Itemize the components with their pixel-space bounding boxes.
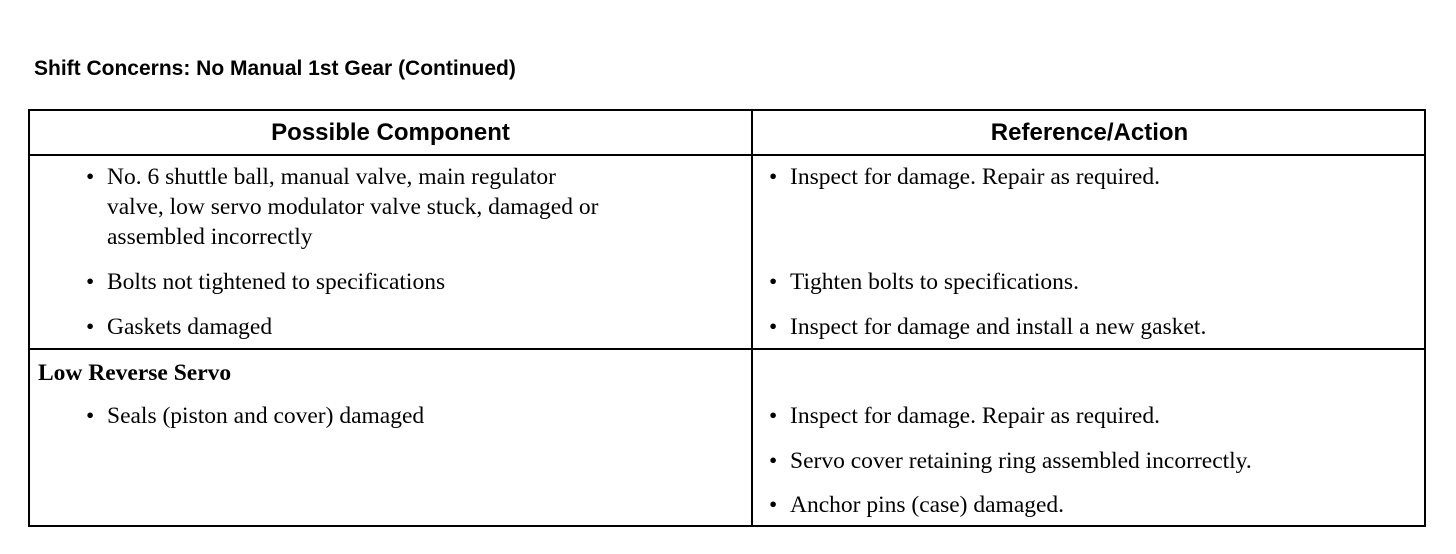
bullet: • xyxy=(769,164,778,190)
component-item xyxy=(86,312,272,342)
component-item-line: Bolts not tightened to specifications xyxy=(107,269,446,295)
header-possible-component: Possible Component xyxy=(271,119,510,146)
bullet: • xyxy=(769,403,778,429)
action-item xyxy=(769,446,1252,476)
component-item-line: Seals (piston and cover) damaged xyxy=(107,403,425,429)
shift-concerns-table xyxy=(28,109,1426,527)
component-item-line: valve, low servo modulator valve stuck, damaged or xyxy=(107,194,599,220)
action-item xyxy=(769,312,1206,342)
component-item-line: assembled incorrectly xyxy=(107,224,313,250)
action-item-text: Inspect for damage. Repair as required. xyxy=(790,403,1160,429)
action-item-text: Tighten bolts to specifications. xyxy=(790,269,1079,295)
action-item-text: Inspect for damage. Repair as required. xyxy=(790,164,1160,190)
component-item-line: Gaskets damaged xyxy=(107,314,273,340)
section-label: Low Reverse Servo xyxy=(38,360,232,386)
action-item xyxy=(769,162,1160,192)
action-item-text: Inspect for damage and install a new gasket. xyxy=(790,314,1207,340)
header-reference-action: Reference/Action xyxy=(990,119,1189,146)
component-item-line: No. 6 shuttle ball, manual valve, main regulator xyxy=(107,164,556,190)
component-item xyxy=(86,401,424,431)
group-divider xyxy=(30,348,1424,350)
bullet: • xyxy=(86,403,95,429)
action-item-text: Servo cover retaining ring assembled incorrectly. xyxy=(790,448,1252,474)
action-item-text: Anchor pins (case) damaged. xyxy=(790,492,1065,518)
bullet: • xyxy=(769,269,778,295)
action-item xyxy=(769,490,1064,520)
component-item xyxy=(86,267,445,297)
action-item xyxy=(769,267,1079,297)
component-item xyxy=(86,162,598,252)
bullet: • xyxy=(86,269,95,295)
header-divider xyxy=(30,154,1424,156)
action-item xyxy=(769,401,1160,431)
page-title: Shift Concerns: No Manual 1st Gear (Continued) xyxy=(34,57,516,80)
column-divider xyxy=(751,111,753,525)
bullet: • xyxy=(769,492,778,518)
bullet: • xyxy=(769,314,778,340)
bullet: • xyxy=(86,164,95,190)
bullet: • xyxy=(86,314,95,340)
bullet: • xyxy=(769,448,778,474)
